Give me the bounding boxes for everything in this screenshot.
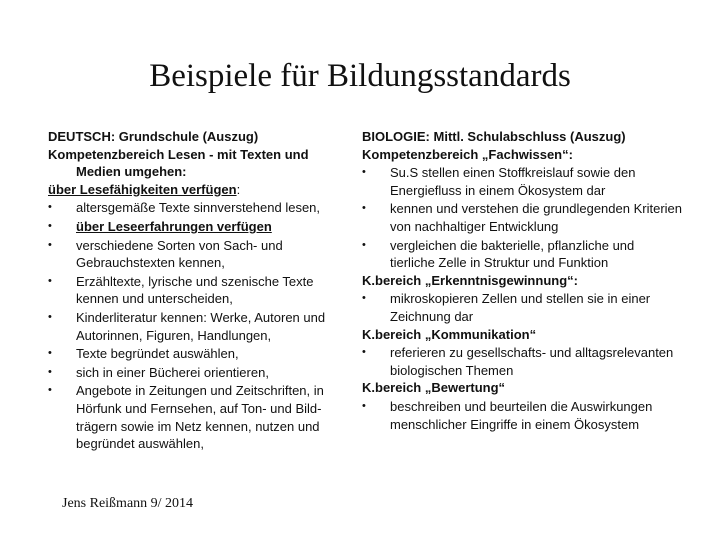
list-item (362, 237, 682, 272)
footer-author-date: Jens Reißmann 9/ 2014 (62, 496, 194, 511)
list-item-text: Angebote in Zeitungen und Zeitschriften, in Hörfunk und Fernsehen, auf Ton- und Bild- trägern sowie im Netz kennen, nutzen und begründet auswählen, (76, 383, 324, 452)
list-item-text: altersgemäße Texte sinnverstehend lesen, (76, 200, 321, 216)
section-heading: K.bereich „Kommunikation“ (362, 326, 537, 342)
bullet-icon: • (362, 166, 366, 179)
list-item (48, 273, 338, 308)
kompetenzbereich-line-2: Medien umgehen: (76, 164, 187, 180)
list-item-text: Su.S stellen einen Stoffkreislauf sowie den Energiefluss in einem Ökosystem dar (390, 165, 636, 198)
bullet-icon: • (48, 238, 52, 251)
subheading-colon: : (236, 181, 241, 197)
list-item-text: mikroskopieren Zellen und stellen sie in einer Zeichnung dar (390, 291, 651, 324)
kompetenzbereich-line-1: Kompetenzbereich Lesen - mit Texten und (48, 146, 309, 162)
list-item (48, 199, 338, 217)
bullet-icon: • (362, 292, 366, 305)
list-item (48, 218, 338, 236)
bullet-icon: • (362, 238, 366, 251)
bullet-icon: • (48, 384, 52, 397)
list-item-text: verschiedene Sorten von Sach- und Gebrauchstexten kennen, (76, 237, 283, 271)
list-item (48, 345, 338, 363)
biologie-sections (362, 146, 682, 434)
list-item (362, 164, 682, 199)
section-heading: Kompetenzbereich „Fachwissen“: (362, 146, 573, 162)
list-item (362, 398, 682, 433)
bullet-icon: • (48, 347, 52, 360)
list-item (48, 237, 338, 272)
biologie-column (362, 128, 682, 433)
bullet-icon: • (48, 219, 52, 232)
list-item-text: Kinderliteratur kennen: Werke, Autoren und Autorinnen, Figuren, Handlungen, (76, 309, 326, 343)
list-item (48, 309, 338, 344)
section-heading: K.bereich „Bewertung“ (362, 380, 506, 396)
list-item (48, 382, 338, 452)
slide-title: Beispiele für Bildungsstandards (149, 58, 571, 94)
biologie-heading: BIOLOGIE: Mittl. Schulabschluss (Auszug) (362, 129, 626, 144)
list-item (362, 344, 682, 379)
deutsch-kompetenzbereich (48, 146, 338, 181)
list-item (362, 200, 682, 235)
bullet-icon: • (48, 201, 52, 214)
list-item-text: referieren zu gesellschafts- und alltagsrelevanten biologischen Themen (390, 345, 674, 378)
deutsch-column (48, 128, 338, 453)
bullet-icon: • (362, 202, 366, 215)
list-item-text: Texte begründet auswählen, (76, 346, 239, 362)
list-item (362, 290, 682, 325)
list-item-text: sich in einer Bücherei orientieren, (76, 364, 269, 380)
list-item-text: über Leseerfahrungen verfügen (76, 218, 272, 234)
list-item-text: beschreiben und beurteilen die Auswirkungen menschlicher Eingriffe in einem Ökosystem (390, 398, 653, 432)
bullet-icon: • (48, 365, 52, 378)
bullet-icon: • (48, 274, 52, 287)
list-item-text: Erzähltexte, lyrische und szenische Texte kennen und unterscheiden, (76, 273, 314, 307)
deutsch-subheading (48, 181, 338, 199)
section-heading: K.bereich „Erkenntnisgewinnung“: (362, 272, 578, 288)
list-item-text: vergleichen die bakterielle, pflanzliche und tierliche Zelle in Struktur und Funktion (390, 237, 635, 271)
list-item (48, 364, 338, 382)
bullet-icon: • (48, 310, 52, 323)
bullet-icon: • (362, 346, 366, 359)
list-item-text: kennen und verstehen die grundlegenden Kriterien von nachhaltiger Entwicklung (390, 201, 682, 234)
subheading-underlined: über Lesefähigkeiten verfügen (48, 181, 237, 197)
deutsch-bullet-list (48, 199, 338, 452)
deutsch-heading: DEUTSCH: Grundschule (Auszug) (48, 129, 259, 144)
bullet-icon: • (362, 399, 366, 412)
